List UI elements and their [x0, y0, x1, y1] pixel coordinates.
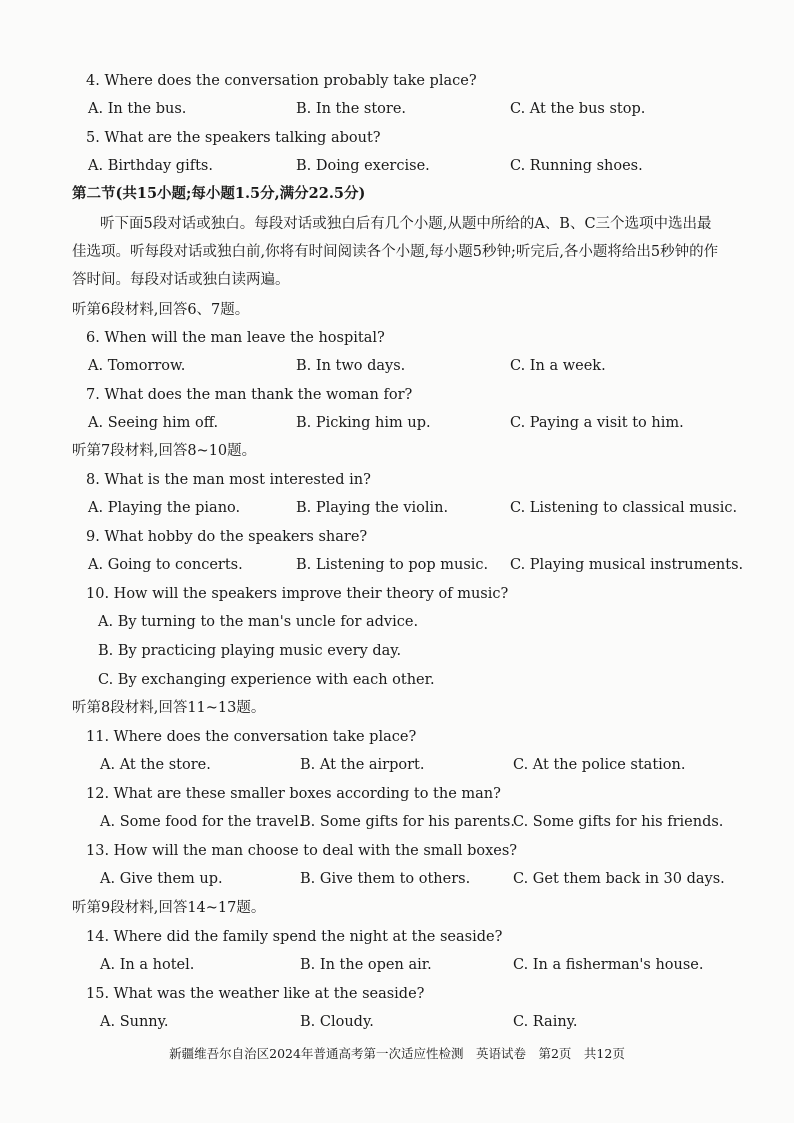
option-a: A. Tomorrow. [88, 358, 186, 374]
question-4-options [0, 96, 794, 122]
option-c: C. In a week. [510, 358, 606, 374]
question-12-stem: 12. What are these smaller boxes according to the man? [86, 786, 501, 802]
option-b: B. Cloudy. [300, 1014, 374, 1030]
option-a: A. Going to concerts. [88, 557, 243, 573]
option-c: C. In a fisherman's house. [513, 957, 704, 973]
question-10-stem: 10. How will the speakers improve their theory of music? [86, 586, 509, 602]
option-a: A. Playing the piano. [88, 500, 241, 516]
option-a: A. In a hotel. [100, 957, 195, 973]
section-2-heading: 第二节(共15小题;每小题1.5分,满分22.5分) [72, 185, 366, 202]
question-13-stem: 13. How will the man choose to deal with the small boxes? [86, 843, 518, 859]
question-7-options [0, 410, 794, 436]
question-8-stem: 8. What is the man most interested in? [86, 472, 371, 488]
group-label: 听第8段材料,回答11~13题。 [72, 700, 266, 716]
option-c: C. Get them back in 30 days. [513, 871, 725, 887]
option-c: C. Running shoes. [510, 158, 643, 174]
question-5-options [0, 153, 794, 179]
question-11-stem: 11. Where does the conversation take place? [86, 729, 417, 745]
option-c: C. At the police station. [513, 757, 686, 773]
option-c: C. Rainy. [513, 1014, 578, 1030]
option-b: B. Give them to others. [300, 871, 471, 887]
option-c: C. At the bus stop. [510, 101, 646, 117]
option-c: C. Some gifts for his friends. [513, 814, 724, 830]
option-a: A. Give them up. [100, 871, 223, 887]
option-a: A. Sunny. [100, 1014, 169, 1030]
option-a: A. Some food for the travel. [100, 814, 304, 830]
option-b: B. Some gifts for his parents. [300, 814, 515, 830]
option-b: B. Doing exercise. [296, 158, 430, 174]
question-6-stem: 6. When will the man leave the hospital? [86, 330, 385, 346]
option-b: B. In two days. [296, 358, 406, 374]
option-c: C. Playing musical instruments. [510, 557, 744, 573]
question-8-options [0, 495, 794, 521]
option-b: B. In the store. [296, 101, 407, 117]
question-12-options [0, 809, 794, 835]
question-10-option-b: B. By practicing playing music every day. [98, 643, 402, 659]
option-a: A. Birthday gifts. [88, 158, 213, 174]
question-9-stem: 9. What hobby do the speakers share? [86, 529, 368, 545]
option-b: B. Picking him up. [296, 415, 431, 431]
option-a: A. In the bus. [88, 101, 187, 117]
question-15-stem: 15. What was the weather like at the seaside? [86, 986, 425, 1002]
question-11-options [0, 752, 794, 778]
option-c: C. Listening to classical music. [510, 500, 738, 516]
option-b: B. At the airport. [300, 757, 425, 773]
question-14-stem: 14. Where did the family spend the night at the seaside? [86, 929, 503, 945]
option-c: C. Paying a visit to him. [510, 415, 684, 431]
option-b: B. Playing the violin. [296, 500, 449, 516]
question-14-options [0, 952, 794, 978]
question-9-options [0, 552, 794, 578]
option-a: A. Seeing him off. [88, 415, 219, 431]
question-6-options [0, 353, 794, 379]
option-a: A. At the store. [100, 757, 211, 773]
option-b: B. Listening to pop music. [296, 557, 489, 573]
option-b: B. In the open air. [300, 957, 432, 973]
section-2-instructions: 听下面5段对话或独白。每段对话或独白后有几个小题,从题中所给的A、B、C三个选项中选出最佳选项。听每段对话或独白前,你将有时间阅读各个小题,每小题5秒钟;听完后,各小题将给出5秒钟的作答时间。每段对话或独白读两遍。 [72, 216, 719, 288]
question-5-stem: 5. What are the speakers talking about? [86, 130, 381, 146]
group-label: 听第6段材料,回答6、7题。 [72, 302, 250, 318]
question-13-options [0, 866, 794, 892]
question-10-option-c: C. By exchanging experience with each other. [98, 672, 435, 688]
group-label: 听第7段材料,回答8~10题。 [72, 443, 257, 459]
question-7-stem: 7. What does the man thank the woman for? [86, 387, 413, 403]
question-10-option-a: A. By turning to the man's uncle for advice. [98, 614, 419, 630]
question-4-stem: 4. Where does the conversation probably take place? [86, 73, 477, 89]
group-label: 听第9段材料,回答14~17题。 [72, 900, 266, 916]
page-footer: 新疆维吾尔自治区2024年普通高考第一次适应性检测 英语试卷 第2页 共12页 [169, 1046, 625, 1061]
question-15-options [0, 1009, 794, 1035]
